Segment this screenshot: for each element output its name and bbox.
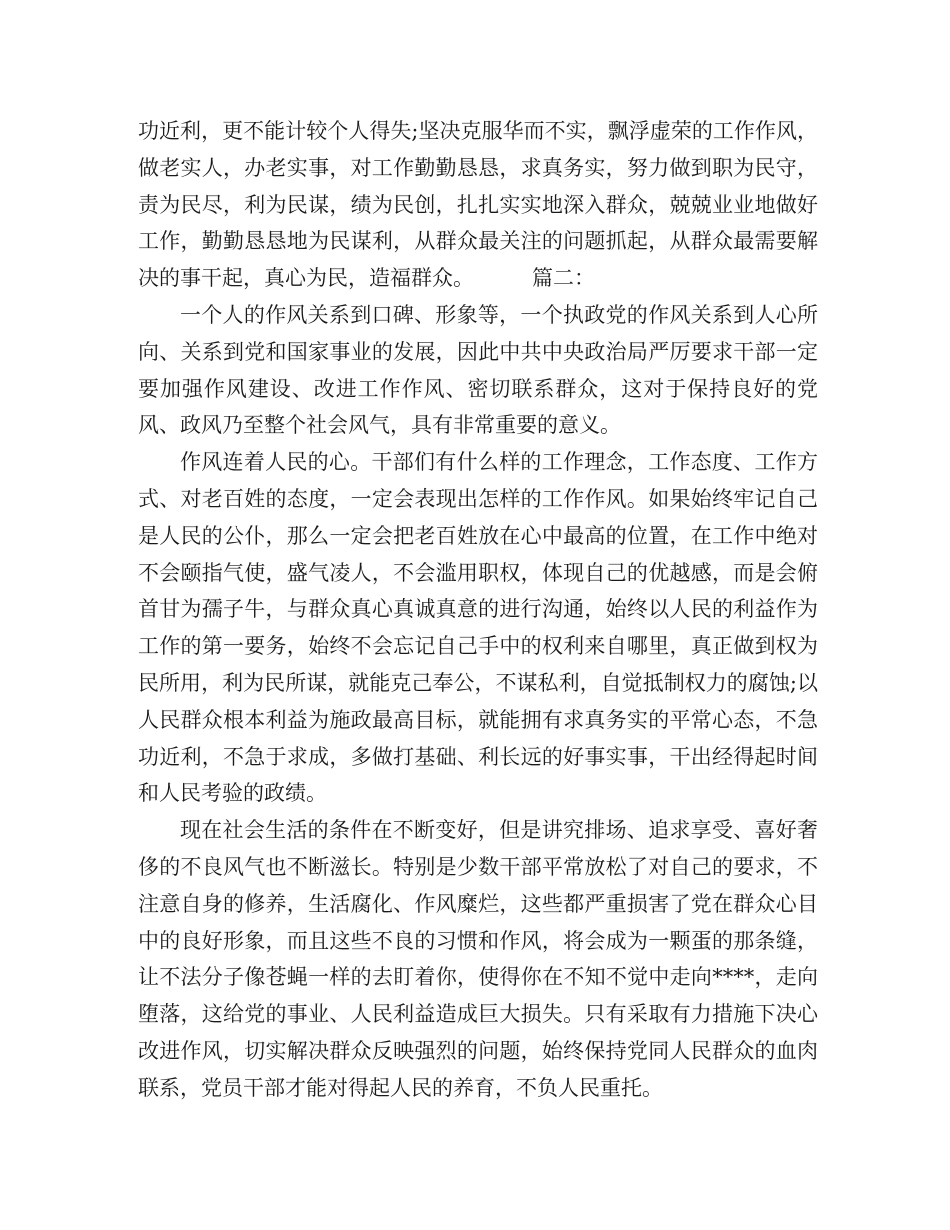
paragraph-1-text: 功近利，更不能计较个人得失;坚决克服华而不实，飘浮虚荣的工作作风，做老实人，办老实事，对工作勤勤恳恳，求真务实，努力做到职为民守，责为民尽，利为民谋，绩为民创，扎扎实实地深入群众，兢兢业业地做好工作，勤勤恳恳地为民谋利，从群众最关注的问题抓起，从群众最需要解决的事干起，真心为民，造福群众。 xyxy=(138,119,818,291)
paragraph-2: 一个人的作风关系到口碑、形象等，一个执政党的作风关系到人心所向、关系到党和国家事业的发展，因此中共中央政治局严厉要求干部一定要加强作风建设、改进工作作风、密切联系群众，这对于保持良好的党风、政风乃至整个社会风气，具有非常重要的意义。 xyxy=(138,302,818,438)
section-heading-pian-er: 篇二： xyxy=(532,266,595,291)
paragraph-4: 现在社会生活的条件在不断变好，但是讲究排场、追求享受、喜好奢侈的不良风气也不断滋长。特别是少数干部平常放松了对自己的要求，不注意自身的修养，生活腐化、作风糜烂，这些都严重损害了党在群众心目中的良好形象，而且这些不良的习惯和作风，将会成为一颗蛋的那条缝，让不法分子像苍蝇一样的去盯着你，使得你在不知不觉中走向****，走向堕落，这给党的事业、人民利益造成巨大损失。只有采取有力措施下决心改进作风，切实解决群众反映强烈的问题，始终保持党同人民群众的血肉联系，党员干部才能对得起人民的养育，不负人民重托。 xyxy=(138,818,818,1100)
paragraph-3: 作风连着人民的心。干部们有什么样的工作理念，工作态度、工作方式、对老百姓的态度，一定会表现出怎样的工作作风。如果始终牢记自己是人民的公仆，那么一定会把老百姓放在心中最高的位置，在工作中绝对不会颐指气使，盛气凌人，不会滥用职权，体现自己的优越感，而是会俯首甘为孺子牛，与群众真心真诚真意的进行沟通，始终以人民的利益作为工作的第一要务，始终不会忘记自己手中的权利来自哪里，真正做到权为民所用，利为民所谋，就能克己奉公，不谋私利，自觉抵制权力的腐蚀;以人民群众根本利益为施政最高目标，就能拥有求真务实的平常心态，不急功近利，不急于求成，多做打基础、利长远的好事实事，干出经得起时间和人民考验的政绩。 xyxy=(138,450,818,806)
document-body xyxy=(138,113,818,1107)
paragraph-1 xyxy=(138,113,818,297)
